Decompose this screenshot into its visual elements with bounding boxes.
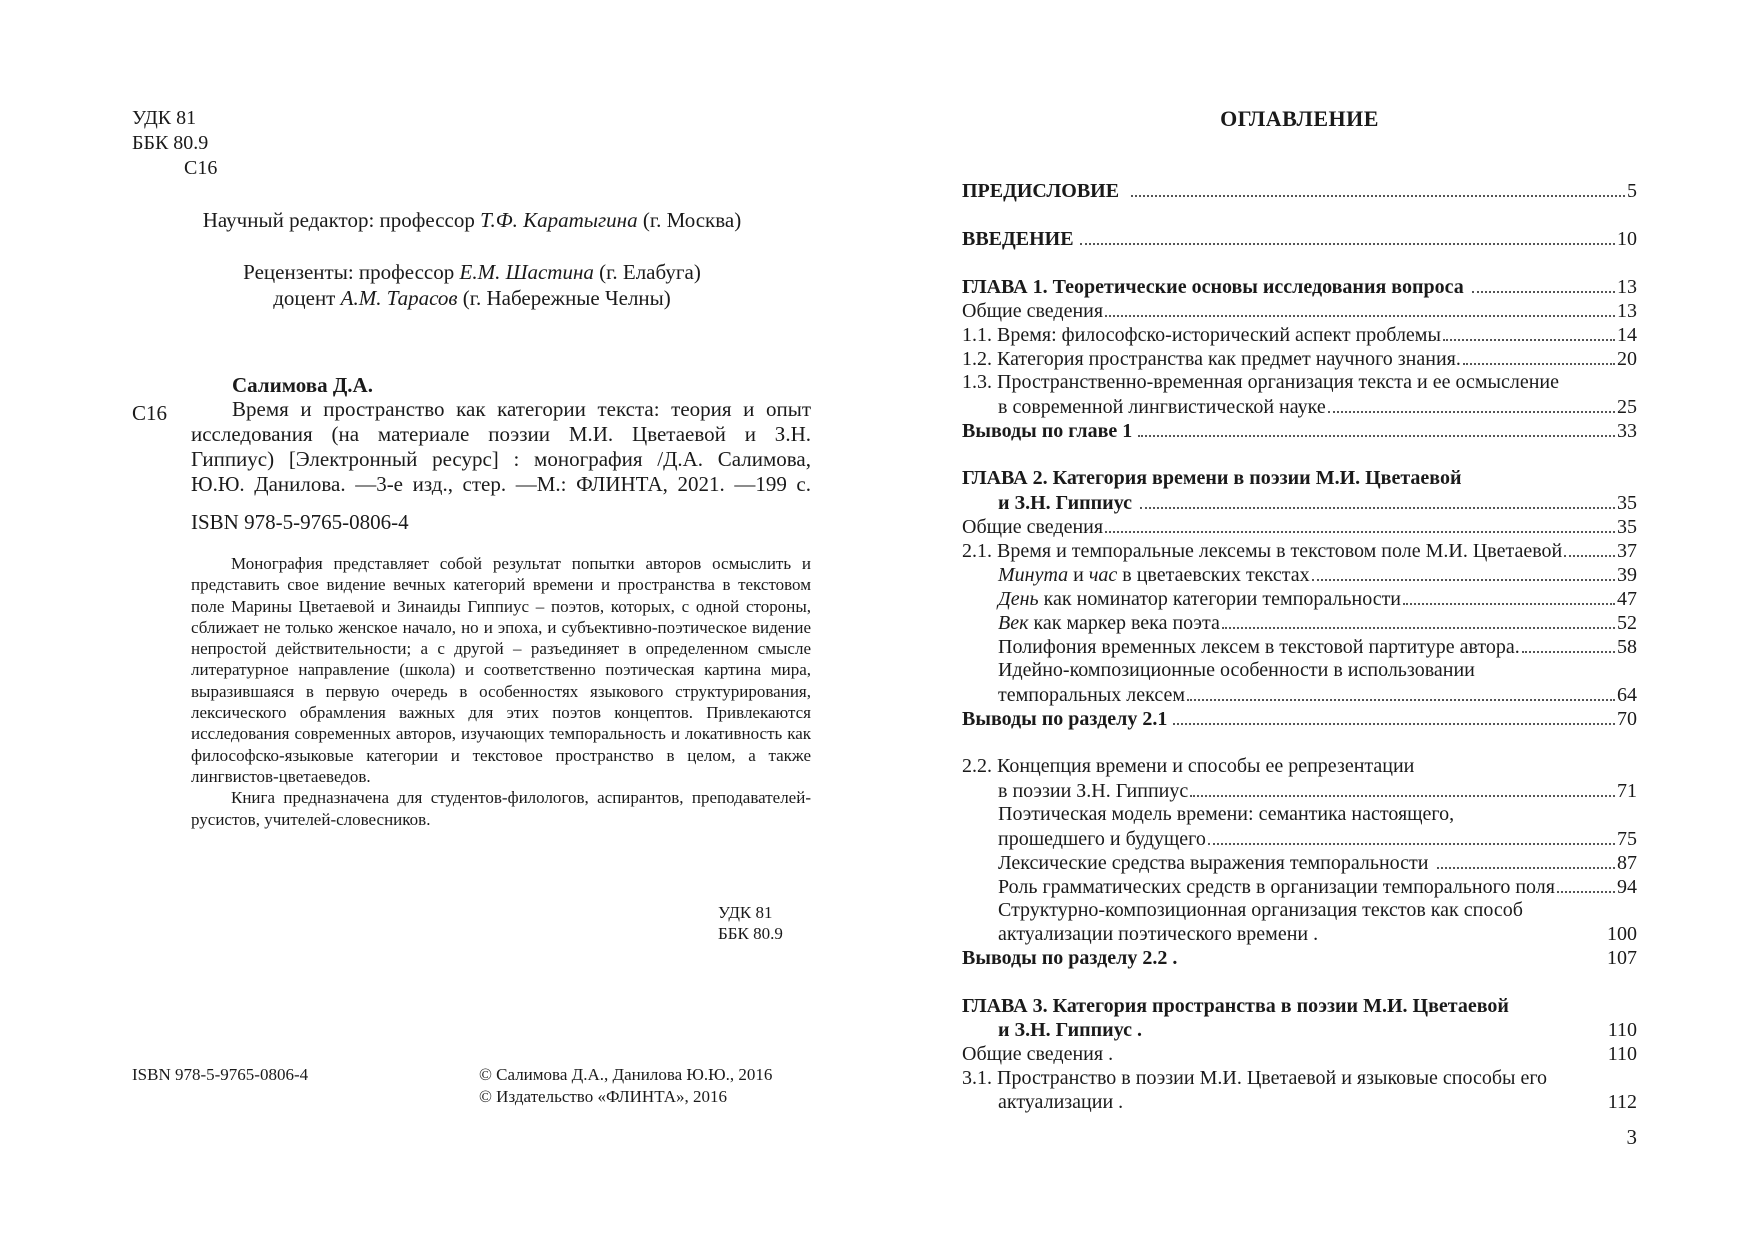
toc-entry[interactable]: актуализации . 112	[998, 1091, 1637, 1113]
toc-entry-wrap: Поэтическая модель времени: семантика настоящего,	[998, 803, 1455, 825]
reviewer-1-name: Е.М. Шастина	[459, 260, 594, 284]
udk-code: УДК 81	[132, 107, 197, 129]
toc-entry-wrap: ГЛАВА 3. Категория пространства в поэзии М.И. Цветаевой	[962, 995, 1509, 1017]
toc-entry[interactable]: Выводы по разделу 2.1 70	[962, 708, 1637, 730]
reviewers: Рецензенты: профессор Е.М. Шастина (г. Елабуга) доцент А.М. Тарасов (г. Набережные Челны)	[243, 260, 701, 310]
toc-entry-wrap: Структурно-композиционная организация текстов как способ	[998, 899, 1523, 921]
toc-entry[interactable]: актуализации поэтического времени . 100	[998, 923, 1637, 945]
toc-entry[interactable]: ГЛАВА 1. Теоретические основы исследования вопроса 13	[962, 276, 1637, 298]
toc-entry[interactable]: в современной лингвистической науке 25	[998, 396, 1637, 418]
bib-line-4: Ю.Ю. Данилова. —3-е изд., стер. —М.: ФЛИНТА, 2021. —199 с.	[191, 472, 811, 496]
toc-entry[interactable]: прошедшего и будущего 75	[998, 828, 1637, 850]
toc-entry[interactable]: Минута и час в цветаевских текстах 39	[998, 564, 1637, 586]
toc-entry[interactable]: Общие сведения 13	[962, 300, 1637, 322]
reviewer-2-name: А.М. Тарасов	[340, 286, 458, 310]
bib-line-1: Время и пространство как категории текста: теория и опыт	[232, 397, 811, 421]
bibliographic-description	[191, 396, 811, 496]
toc-entry[interactable]: День как номинатор категории темпоральности 47	[998, 588, 1637, 610]
isbn: ISBN 978-5-9765-0806-4	[191, 510, 409, 534]
bbk-code: ББК 80.9	[132, 132, 209, 154]
author-sign: С16	[184, 157, 218, 179]
index-code: С16	[132, 401, 168, 425]
annotation-paragraph-2: Книга предназначена для студентов-филологов, аспирантов, преподавателей-русистов, учителей-словесников.	[191, 788, 811, 829]
scientific-editor: Научный редактор: профессор Т.Ф. Каратыгина (г. Москва)	[202, 208, 742, 232]
toc-entry[interactable]: Век как маркер века поэта 52	[998, 612, 1637, 634]
toc-entry-wrap: Идейно-композиционные особенности в использовании	[998, 659, 1475, 681]
toc-entry[interactable]: ВВЕДЕНИЕ 10	[962, 228, 1637, 250]
toc-entry[interactable]: в поэзии З.Н. Гиппиус 71	[998, 780, 1637, 802]
toc-entry[interactable]: темпоральных лексем 64	[998, 684, 1637, 706]
toc-entry[interactable]: 2.1. Время и темпоральные лексемы в текстовом поле М.И. Цветаевой 37	[962, 540, 1637, 562]
toc-entry[interactable]: Роль грамматических средств в организации темпорального поля 94	[998, 876, 1637, 898]
toc-entry[interactable]: ПРЕДИСЛОВИЕ 5	[962, 180, 1637, 202]
udk-small: УДК 81 ББК 80.9	[718, 903, 783, 944]
toc-entry[interactable]: Полифония временных лексем в текстовой партитуре автора. 58	[998, 636, 1637, 658]
annotation-paragraph-1: Монография представляет собой результат попытки авторов осмыслить и представить свое видение вечных категорий времени и пространства в текстовом поле Марины Цветаевой и Зинаиды Гиппиус – поэтов, которых, с одной стороны, сближает не только женское начало, но и эпоха, и субъективно-поэтическое видение непростой действительности; а с другой – разъединяет в определенном смысле литературное направление (школа) и соответственно поэтическая картина мира, выразившаяся в первую очередь в особенностях языкового структурирования, лексического обрамления важных для этих поэтов концептов. Привлекаются исследования современных авторов, изучающих темпоральность и локативность как философско-языковые категории и текстовое пространство в целом, а также лингвистов-цветаеведов.	[191, 554, 811, 786]
toc-entry[interactable]: Выводы по главе 1 33	[962, 420, 1637, 442]
toc-entry[interactable]: и З.Н. Гиппиус . 110	[998, 1019, 1637, 1041]
toc-entry-wrap: ГЛАВА 2. Категория времени в поэзии М.И. Цветаевой	[962, 467, 1462, 489]
toc-entry-wrap: 1.3. Пространственно-временная организация текста и ее осмысление	[962, 371, 1559, 393]
toc-entry-wrap: 3.1. Пространство в поэзии М.И. Цветаевой и языковые способы его	[962, 1067, 1548, 1089]
toc-entry[interactable]: Выводы по разделу 2.2 . 107	[962, 947, 1637, 969]
annotation	[191, 553, 811, 830]
editor-name: Т.Ф. Каратыгина	[480, 208, 638, 232]
toc-entry[interactable]: и З.Н. Гиппиус 35	[998, 492, 1637, 514]
udk-block	[132, 106, 217, 181]
toc-title: ОГЛАВЛЕНИЕ	[1220, 106, 1379, 131]
toc-entry[interactable]: 1.1. Время: философско-исторический аспект проблемы 14	[962, 324, 1637, 346]
bib-line-2: исследования (на материале поэзии М.И. Цветаевой и З.Н.	[191, 422, 811, 446]
toc-entry[interactable]: 1.2. Категория пространства как предмет научного знания. 20	[962, 348, 1637, 370]
page-number: 3	[1626, 1125, 1637, 1149]
author-name: Салимова Д.А.	[232, 373, 373, 397]
copyright: © Салимова Д.А., Данилова Ю.Ю., 2016 © Издательство «ФЛИНТА», 2016	[479, 1065, 773, 1106]
isbn-bottom: ISBN 978-5-9765-0806-4	[132, 1065, 309, 1084]
toc-entry[interactable]: Общие сведения . 110	[962, 1043, 1637, 1065]
bib-line-3: Гиппиус) [Электронный ресурс] : монография /Д.А. Салимова,	[191, 447, 811, 471]
table-of-contents	[962, 178, 1637, 1114]
toc-entry[interactable]: Лексические средства выражения темпоральности 87	[998, 852, 1637, 874]
toc-entry[interactable]: Общие сведения 35	[962, 516, 1637, 538]
toc-entry-wrap: 2.2. Концепция времени и способы ее репрезентации	[962, 755, 1415, 777]
